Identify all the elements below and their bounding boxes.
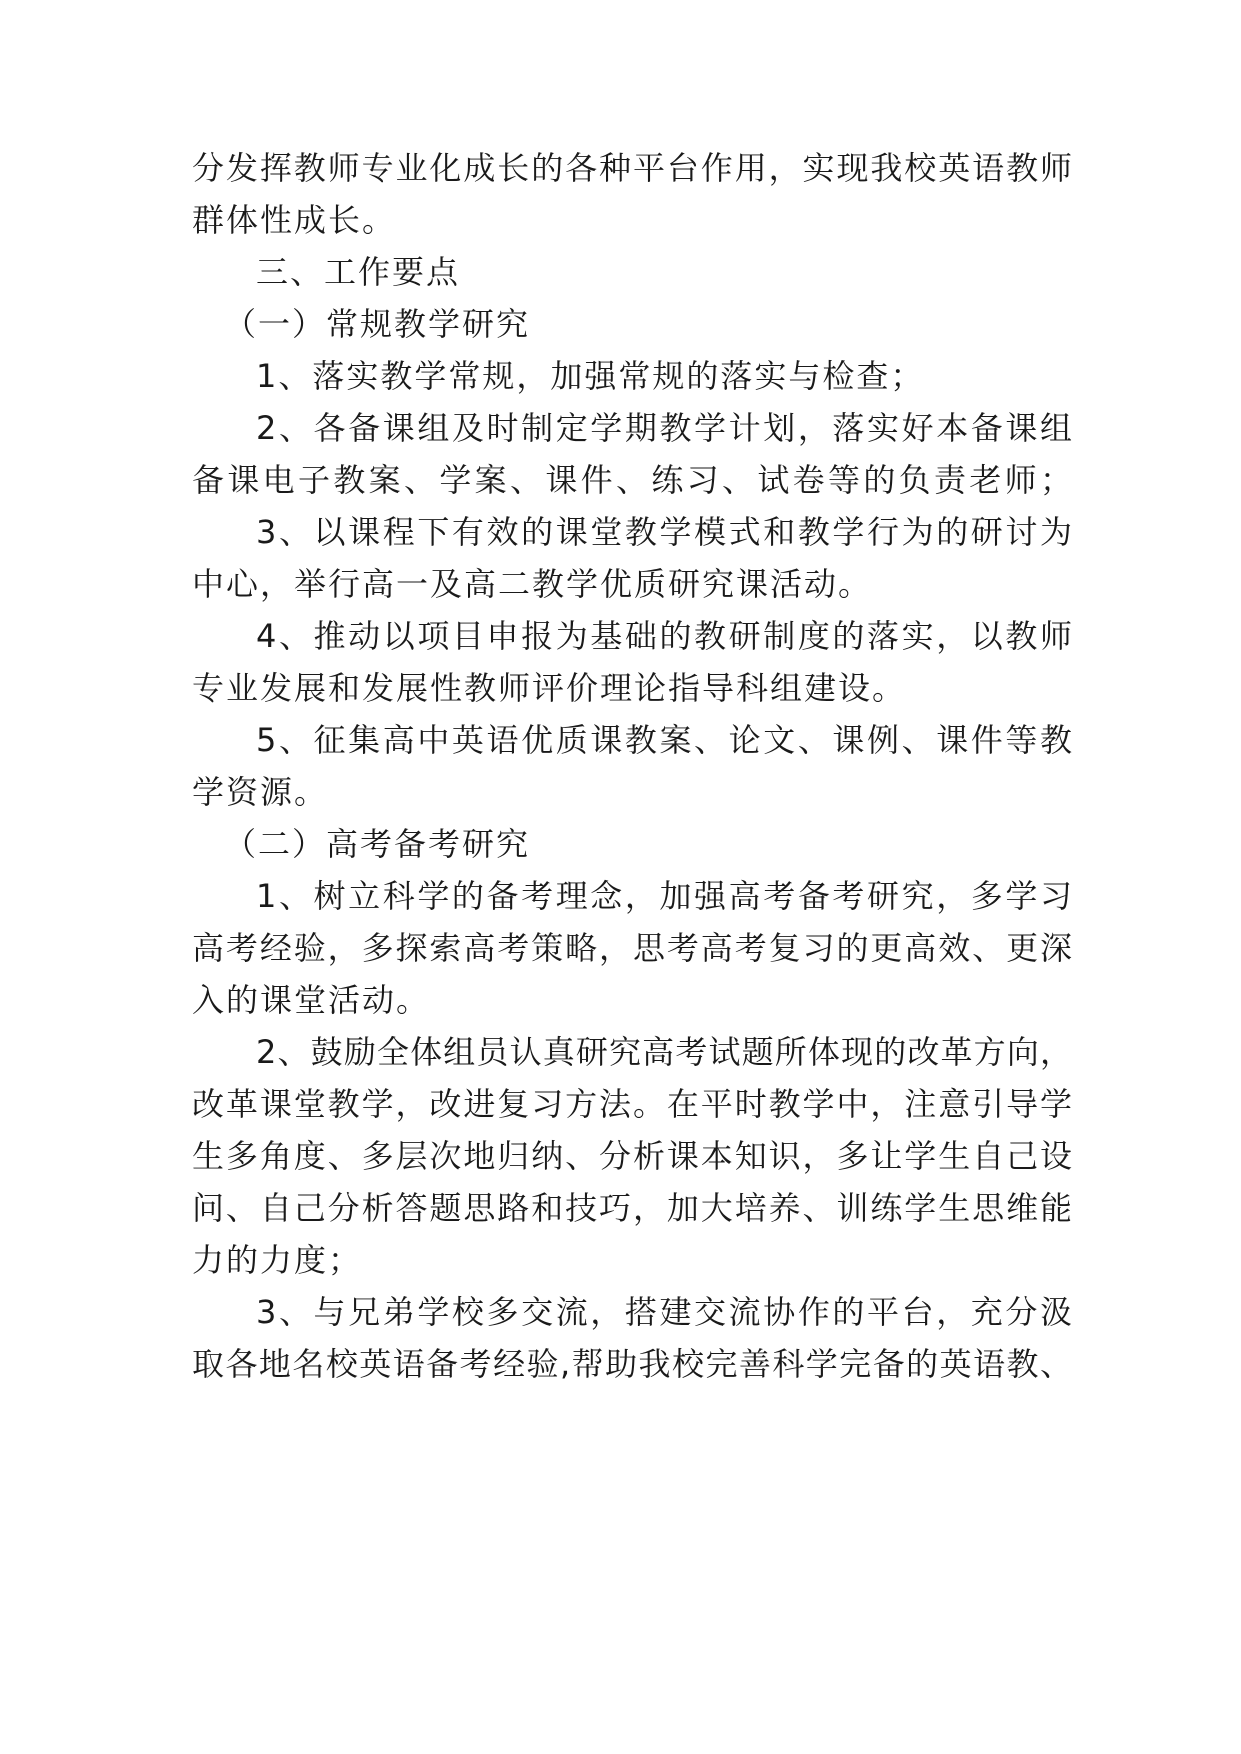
section-heading: 三、工作要点 (256, 253, 461, 291)
text-line: 生多角度、多层次地归纳、分析课本知识，多让学生自己设 (192, 1137, 1072, 1175)
list-item: 5、征集高中英语优质课教案、论文、课例、课件等教 (256, 721, 1072, 759)
subsection-heading: （一）常规教学研究 (224, 305, 531, 343)
text-line: 力的力度； (192, 1241, 363, 1279)
text-line: 学资源。 (192, 773, 329, 811)
list-item: 2、各备课组及时制定学期教学计划，落实好本备课组 (256, 409, 1072, 447)
text-line: 改革课堂教学，改进复习方法。在平时教学中，注意引导学 (192, 1085, 1072, 1123)
subsection-heading: （二）高考备考研究 (224, 825, 531, 863)
text-line: 备课电子教案、学案、课件、练习、试卷等的负责老师； (192, 461, 1072, 499)
list-item: 3、与兄弟学校多交流，搭建交流协作的平台，充分汲 (256, 1293, 1072, 1331)
text-line: 问、自己分析答题思路和技巧，加大培养、训练学生思维能 (192, 1189, 1072, 1227)
text-line: 专业发展和发展性教师评价理论指导科组建设。 (192, 669, 907, 707)
text-line: 中心，举行高一及高二教学优质研究课活动。 (192, 565, 873, 603)
list-item: 3、以课程下有效的课堂教学模式和教学行为的研讨为 (256, 513, 1072, 551)
text-line: 取各地名校英语备考经验,帮助我校完善科学完备的英语教、 (192, 1345, 1072, 1383)
list-item: 1、落实教学常规，加强常规的落实与检查； (256, 357, 925, 395)
text-line: 入的课堂活动。 (192, 981, 431, 1019)
list-item: 2、鼓励全体组员认真研究高考试题所体现的改革方向， (256, 1033, 1072, 1071)
text-line: 群体性成长。 (192, 201, 397, 239)
text-line: 高考经验，多探索高考策略，思考高考复习的更高效、更深 (192, 929, 1072, 967)
text-line: 分发挥教师专业化成长的各种平台作用，实现我校英语教师 (192, 149, 1072, 187)
list-item: 4、推动以项目申报为基础的教研制度的落实，以教师 (256, 617, 1072, 655)
list-item: 1、树立科学的备考理念，加强高考备考研究，多学习 (256, 877, 1072, 915)
